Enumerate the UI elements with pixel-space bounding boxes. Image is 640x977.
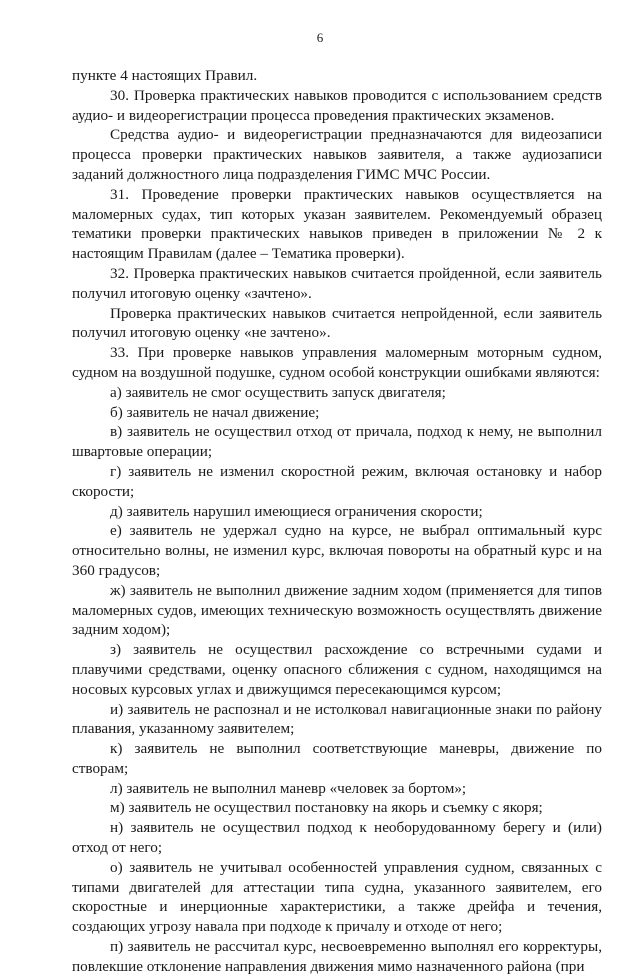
page-number: 6 (316, 30, 324, 45)
list-item-v: в) заявитель не осуществил отход от причала, подход к нему, не выполнил швартовые операции; (72, 423, 602, 461)
list-item-p: п) заявитель не рассчитал курс, несвоевременно выполнял его корректуры, повлекшие отклонение направления движения мимо назначенного района (при (72, 938, 602, 975)
paragraph-not-passed: Проверка практических навыков считается непройденной, если заявитель получил итоговую оценку «не зачтено». (72, 304, 602, 342)
list-item-k: к) заявитель не выполнил соответствующие маневры, движение по створам; (72, 740, 602, 777)
list-item-i: и) заявитель не распознал и не истолковал навигационные знаки по району плавания, указанному заявителем; (72, 700, 602, 738)
document-body (72, 66, 602, 977)
list-item-l: л) заявитель не выполнил маневр «человек за бортом»; (110, 779, 467, 797)
list-item-zh: ж) заявитель не выполнил движение задним ходом (применяется для типов маломерных судов, имеющих техническую возможность осуществлять движение задним ходом); (72, 581, 602, 639)
list-item-b: б) заявитель не начал движение; (110, 403, 320, 421)
list-item-z: з) заявитель не осуществил расхождение со встречными судами и плавучими средствами, оценку опасного сближения с судном, находящимся на носовых курсовых углах и движущимся пересекающимся курсом; (72, 641, 602, 698)
paragraph-item-30: 30. Проверка практических навыков проводится с использованием средств аудио- и видеорегистрации процесса проведения практических экзаменов. (72, 86, 602, 124)
paragraph-continuation: пункте 4 настоящих Правил. (72, 67, 258, 84)
list-item-n: н) заявитель не осуществил подход к необорудованному берегу и (или) отход от него; (72, 819, 602, 857)
list-item-a: а) заявитель не смог осуществить запуск двигателя; (110, 383, 446, 401)
list-item-o: о) заявитель не учитывал особенностей управления судном, связанных с типами двигателей для аттестации типа судна, указанного заявителем, его скоростные и инерционные характеристики, а также дрейфа и течения, создающих угрозу навала при подходе к причалу и отходе от него; (72, 858, 602, 936)
paragraph-item-32: 32. Проверка практических навыков считается пройденной, если заявитель получил итоговую оценку «зачтено». (72, 264, 602, 302)
list-item-d: д) заявитель нарушил имеющиеся ограничения скорости; (110, 502, 483, 520)
paragraph-item-33: 33. При проверке навыков управления маломерным моторным судном, судном на воздушной подушке, судном особой конструкции ошибками являются: (72, 344, 602, 381)
list-item-g: г) заявитель не изменил скоростной режим, включая остановку и набор скорости; (72, 462, 602, 500)
paragraph-item-31: 31. Проведение проверки практических навыков осуществляется на маломерных судах, тип которых указан заявителем. Рекомендуемый образец тематики проверки практических навыков приведен в приложении № 2 к настоящим Правилам (далее – Тематика проверки). (72, 185, 602, 263)
list-item-e: е) заявитель не удержал судно на курсе, не выбрал оптимальный курс относительно волны, не изменил курс, включая повороты на обратный курс и на 360 градусов; (72, 522, 602, 579)
paragraph-recording-means: Средства аудио- и видеорегистрации предназначаются для видеозаписи процесса проверки практических навыков заявителя, а также аудиозаписи заданий должностного лица подразделения ГИМС МЧС России. (72, 126, 602, 183)
list-item-m: м) заявитель не осуществил постановку на якорь и съемку с якоря; (110, 799, 543, 817)
